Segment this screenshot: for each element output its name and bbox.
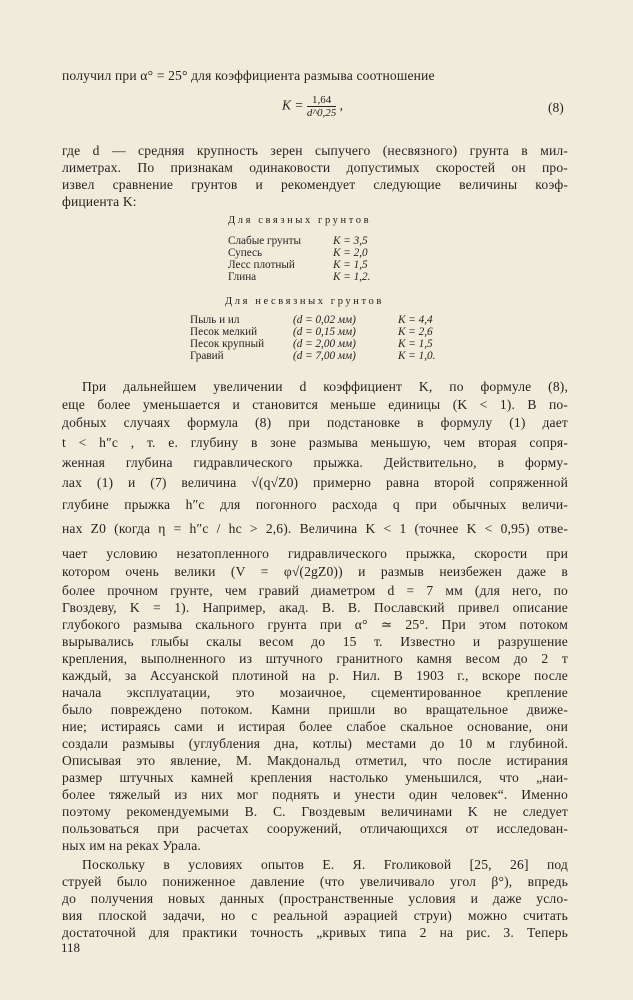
formula-lhs: K = <box>282 97 304 113</box>
para2-line: каждый, за Ассуанской плотиной на р. Нил. В 1903 г., вскоре после <box>62 668 568 683</box>
para2-line: Гвоздеву, K = 1). Например, акад. В. В. Пославский привел описание <box>62 600 568 615</box>
para2-line: t < h″c , т. е. глубину в зоне размыва меньшую, чем вторая сопря- <box>62 435 568 450</box>
table-cell-soil: Пыль и ил <box>190 314 240 326</box>
para2-line: Описывая это явление, М. Макдональд отметил, что после истирания <box>62 753 568 768</box>
para3-line: вия плоской задачи, но с реальной аэрацией струи) можно считать <box>62 908 568 923</box>
para2-line: При дальнейшем увеличении d коэффициент K, по формуле (8), <box>82 379 568 394</box>
para2-line: женная глубина гидравлического прыжка. Действительно, в форму- <box>62 455 568 470</box>
page-number: 118 <box>61 940 81 955</box>
formula-numerator: 1,64 <box>307 94 336 107</box>
para2-line: поэтому рекомендуемыми В. С. Гвоздевым величинами K не следует <box>62 804 568 819</box>
para2-line: ных им на реках Урала. <box>62 838 201 853</box>
para2-line: более тяжелый из них мог поднять и унести один человек“. Именно <box>62 787 568 802</box>
para2-line: начала эксплуатации, это мозаичное, сцементированное крепление <box>62 685 568 700</box>
formula-8 <box>282 94 343 119</box>
para2-line: было повреждено потоком. Камни пришли во вращательное движе- <box>62 702 568 717</box>
table-cell-soil: Супесь <box>228 247 263 259</box>
para2-line: чает условию незатопленного гидравлического прыжка, скорости при <box>62 546 568 561</box>
formula-fraction <box>307 94 336 119</box>
para2-line: еще более уменьшается и становится меньше единицы (K < 1). В по- <box>62 397 568 412</box>
para3-line: до получения новых данных (пространственные условия и даже усло- <box>62 891 568 906</box>
table-cell-k: K = 1,0. <box>398 350 436 362</box>
para2-line: нах Z0 (когда η = h″c / hc > 2,6). Величина K < 1 (точнее K < 0,95) отве- <box>62 521 568 536</box>
table-noncohesive-title: Для несвязных грунтов <box>225 296 384 307</box>
table-cell-soil: Песок крупный <box>190 338 265 350</box>
para3-line: достаточной для практики точность „кривых типа 2 на рис. 3. Теперь <box>62 925 568 940</box>
para2-line: пользоваться при расчетах сооружений, отличающихся от исследован- <box>62 821 568 836</box>
para3-line: струей было пониженное давление (что увеличивало угол β°), впредь <box>62 874 568 889</box>
table-cell-k: K = 1,5 <box>398 338 433 350</box>
equation-number: (8) <box>548 100 564 115</box>
table-cell-d: (d = 0,02 мм) <box>293 314 356 326</box>
para1-line: извел сравнение грунтов и рекомендует следующие величины коэф- <box>62 177 568 192</box>
table-cell-k: K = 1,2. <box>333 271 371 283</box>
para2-line: размер штучных камней крепления настолько уменьшился, что „наи- <box>62 770 568 785</box>
para2-line: создали размывы (углубления дна, котлы) местами до 10 м глубиной. <box>62 736 568 751</box>
para2-line: крепления, выполненного из штучного гранитного камня весом до 2 т <box>62 651 568 666</box>
table-cell-k: K = 2,0 <box>333 247 368 259</box>
table-cell-soil: Глина <box>228 271 257 283</box>
para1-line: где d — средняя крупность зерен сыпучего (несвязного) грунта в мил- <box>62 143 568 158</box>
table-cell-soil: Песок мелкий <box>190 326 258 338</box>
table-cell-d: (d = 0,15 мм) <box>293 326 356 338</box>
para3-line: Поскольку в условиях опытов Е. Я. Froликовой [25, 26] под <box>82 857 568 872</box>
para2-line: котором очень велики (V = φ√(2gZ0)) и размыв неизбежен даже в <box>62 564 568 579</box>
para1-line: лиметрах. По признакам одинаковости допустимых скоростей он про- <box>62 160 568 175</box>
para2-line: более прочном грунте, чем гравий диаметром d = 7 мм (для него, по <box>62 583 568 598</box>
intro-line: получил при α° = 25° для коэффициента размыва соотношение <box>62 68 435 83</box>
para2-line: ние; истираясь сами и истирая более слабое скальное основание, они <box>62 719 568 734</box>
table-cell-k: K = 1,5 <box>333 259 368 271</box>
table-cohesive-title: Для связных грунтов <box>228 215 372 226</box>
table-cell-soil: Лесс плотный <box>228 259 295 271</box>
table-cell-d: (d = 2,00 мм) <box>293 338 356 350</box>
para1-line: фициента K: <box>62 194 137 209</box>
formula-denominator: d^0,25 <box>306 107 337 119</box>
para2-line: глубокого размыва скального грунта при α° ≃ 25°. При этом потоком <box>62 617 568 632</box>
formula-trail: , <box>339 97 344 113</box>
table-cell-d: (d = 7,00 мм) <box>293 350 356 362</box>
para2-line: лах (1) и (7) величина √(q√Z0) примерно равна второй сопряженной <box>62 475 568 490</box>
table-cell-k: K = 2,6 <box>398 326 433 338</box>
table-cell-soil: Гравий <box>190 350 224 362</box>
para2-line: глубине прыжка h″c для погонного расхода q при обычных величи- <box>62 497 568 512</box>
para2-line: добных случаях формула (8) при подстановке в формулу (1) дает <box>62 415 568 430</box>
table-cell-k: K = 3,5 <box>333 235 368 247</box>
para2-line: вырывались глыбы скалы весом до 15 т. Известно и разрушение <box>62 634 568 649</box>
table-cell-soil: Слабые грунты <box>228 235 302 247</box>
table-cell-k: K = 4,4 <box>398 314 433 326</box>
